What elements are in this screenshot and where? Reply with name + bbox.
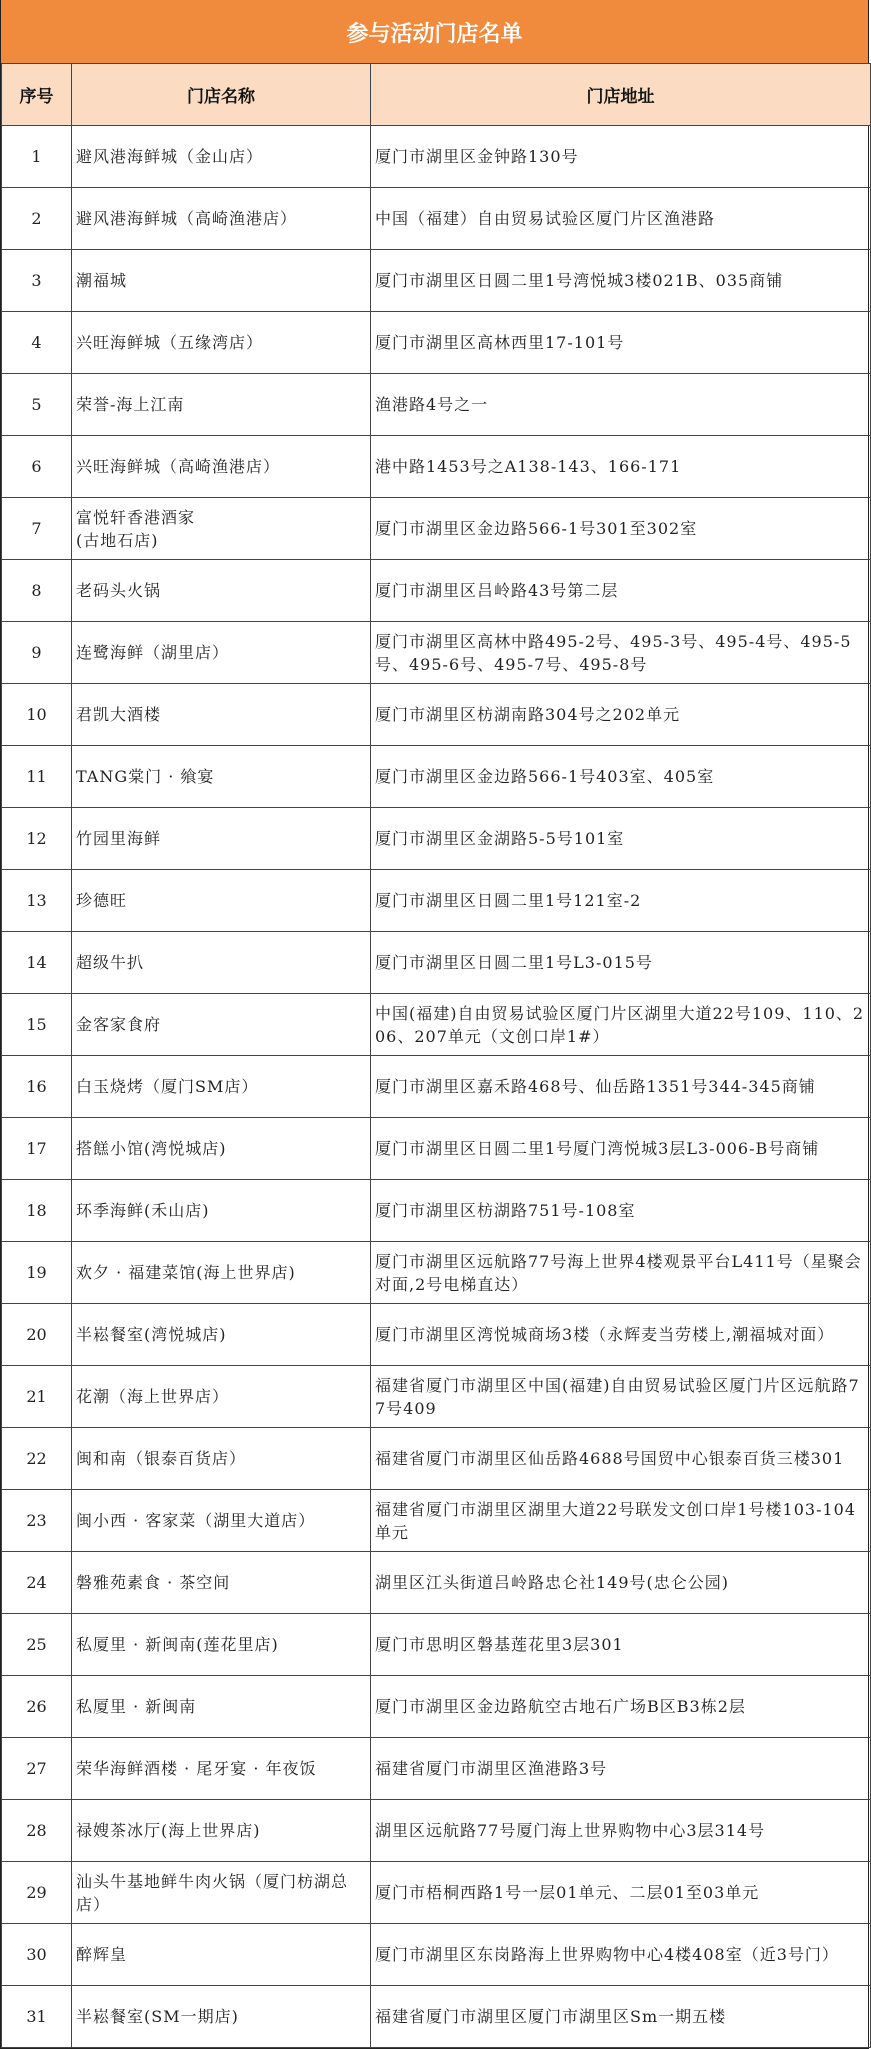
store-name: 老码头火锅 xyxy=(72,560,371,622)
row-index: 24 xyxy=(2,1552,72,1614)
table-row xyxy=(2,1366,871,1428)
table-row xyxy=(2,560,871,622)
row-index: 17 xyxy=(2,1118,72,1180)
row-index: 11 xyxy=(2,746,72,808)
table-header-row xyxy=(2,64,871,126)
store-name: 半崧餐室(湾悦城店) xyxy=(72,1304,371,1366)
row-index: 9 xyxy=(2,622,72,684)
store-address: 福建省厦门市湖里区中国(福建)自由贸易试验区厦门片区远航路77号409 xyxy=(371,1366,871,1428)
store-name: 搭餻小馆(湾悦城店) xyxy=(72,1118,371,1180)
table-row xyxy=(2,1676,871,1738)
store-address: 厦门市湖里区金湖路5-5号101室 xyxy=(371,808,871,870)
store-address: 福建省厦门市湖里区厦门市湖里区Sm一期五楼 xyxy=(371,1986,871,2048)
table-row xyxy=(2,1552,871,1614)
store-table xyxy=(1,63,871,2048)
row-index: 8 xyxy=(2,560,72,622)
table-row xyxy=(2,1242,871,1304)
store-name: 兴旺海鲜城（高崎渔港店） xyxy=(72,436,371,498)
store-name: 醉辉皇 xyxy=(72,1924,371,1986)
store-address: 厦门市湖里区日圆二里1号湾悦城3楼021B、035商铺 xyxy=(371,250,871,312)
store-address: 湖里区江头街道吕岭路忠仑社149号(忠仑公园) xyxy=(371,1552,871,1614)
table-row xyxy=(2,188,871,250)
store-address: 中国(福建)自由贸易试验区厦门片区湖里大道22号109、110、206、207单元（文创口岸1#） xyxy=(371,994,871,1056)
row-index: 2 xyxy=(2,188,72,250)
row-index: 5 xyxy=(2,374,72,436)
row-index: 1 xyxy=(2,126,72,188)
store-address: 厦门市湖里区枋湖路751号-108室 xyxy=(371,1180,871,1242)
store-address: 厦门市思明区磐基莲花里3层301 xyxy=(371,1614,871,1676)
store-address: 渔港路4号之一 xyxy=(371,374,871,436)
table-row xyxy=(2,1986,871,2048)
store-name: 超级牛扒 xyxy=(72,932,371,994)
store-name: 白玉烧烤（厦门SM店） xyxy=(72,1056,371,1118)
store-address: 厦门市湖里区吕岭路43号第二层 xyxy=(371,560,871,622)
store-name: 闽和南（银泰百货店） xyxy=(72,1428,371,1490)
store-address: 中国（福建）自由贸易试验区厦门片区渔港路 xyxy=(371,188,871,250)
header-store-address: 门店地址 xyxy=(371,64,871,126)
store-address: 厦门市湖里区金边路566-1号301至302室 xyxy=(371,498,871,560)
page-title: 参与活动门店名单 xyxy=(1,0,868,63)
store-address: 港中路1453号之A138-143、166-171 xyxy=(371,436,871,498)
row-index: 30 xyxy=(2,1924,72,1986)
row-index: 12 xyxy=(2,808,72,870)
store-name: TANG棠门 · 飨宴 xyxy=(72,746,371,808)
store-name: 禄嫂茶冰厅(海上世界店) xyxy=(72,1800,371,1862)
store-address: 厦门市湖里区枋湖南路304号之202单元 xyxy=(371,684,871,746)
table-row xyxy=(2,1490,871,1552)
store-address: 厦门市湖里区日圆二里1号121室-2 xyxy=(371,870,871,932)
store-name: 富悦轩香港酒家 (古地石店) xyxy=(72,498,371,560)
table-row xyxy=(2,374,871,436)
header-store-name: 门店名称 xyxy=(72,64,371,126)
table-row xyxy=(2,1056,871,1118)
store-name: 竹园里海鲜 xyxy=(72,808,371,870)
table-row xyxy=(2,746,871,808)
store-name: 连鹭海鲜（湖里店） xyxy=(72,622,371,684)
row-index: 6 xyxy=(2,436,72,498)
row-index: 7 xyxy=(2,498,72,560)
store-address: 厦门市湖里区金边路航空古地石广场B区B3栋2层 xyxy=(371,1676,871,1738)
table-row xyxy=(2,994,871,1056)
row-index: 25 xyxy=(2,1614,72,1676)
store-address: 厦门市湖里区嘉禾路468号、仙岳路1351号344-345商铺 xyxy=(371,1056,871,1118)
store-name: 磐雅苑素食 · 茶空间 xyxy=(72,1552,371,1614)
table-body xyxy=(2,126,871,2048)
table-row xyxy=(2,870,871,932)
store-address: 厦门市湖里区远航路77号海上世界4楼观景平台L411号（星聚会对面,2号电梯直达） xyxy=(371,1242,871,1304)
row-index: 20 xyxy=(2,1304,72,1366)
store-name: 荣华海鲜酒楼 · 尾牙宴 · 年夜饭 xyxy=(72,1738,371,1800)
table-row xyxy=(2,1304,871,1366)
store-name: 珍德旺 xyxy=(72,870,371,932)
store-name: 半崧餐室(SM一期店) xyxy=(72,1986,371,2048)
table-row xyxy=(2,312,871,374)
store-name: 私厦里 · 新闽南 xyxy=(72,1676,371,1738)
table-row xyxy=(2,1738,871,1800)
store-address: 福建省厦门市湖里区湖里大道22号联发文创口岸1号楼103-104单元 xyxy=(371,1490,871,1552)
store-address: 厦门市湖里区金钟路130号 xyxy=(371,126,871,188)
table-row xyxy=(2,1924,871,1986)
store-name: 汕头牛基地鲜牛肉火锅（厦门枋湖总店） xyxy=(72,1862,371,1924)
table-row xyxy=(2,250,871,312)
store-address: 福建省厦门市湖里区仙岳路4688号国贸中心银泰百货三楼301 xyxy=(371,1428,871,1490)
table-row xyxy=(2,498,871,560)
row-index: 26 xyxy=(2,1676,72,1738)
store-name: 金客家食府 xyxy=(72,994,371,1056)
table-row xyxy=(2,1180,871,1242)
row-index: 18 xyxy=(2,1180,72,1242)
store-name: 避风港海鲜城（金山店） xyxy=(72,126,371,188)
row-index: 10 xyxy=(2,684,72,746)
table-row xyxy=(2,1800,871,1862)
table-row xyxy=(2,684,871,746)
header-index: 序号 xyxy=(2,64,72,126)
table-row xyxy=(2,622,871,684)
store-address: 湖里区远航路77号厦门海上世界购物中心3层314号 xyxy=(371,1800,871,1862)
row-index: 16 xyxy=(2,1056,72,1118)
table-row xyxy=(2,1118,871,1180)
store-address: 福建省厦门市湖里区渔港路3号 xyxy=(371,1738,871,1800)
store-address: 厦门市梧桐西路1号一层01单元、二层01至03单元 xyxy=(371,1862,871,1924)
store-name: 私厦里 · 新闽南(莲花里店) xyxy=(72,1614,371,1676)
store-name: 避风港海鲜城（高崎渔港店） xyxy=(72,188,371,250)
row-index: 15 xyxy=(2,994,72,1056)
table-row xyxy=(2,808,871,870)
row-index: 14 xyxy=(2,932,72,994)
store-name: 闽小西 · 客家菜（湖里大道店） xyxy=(72,1490,371,1552)
row-index: 19 xyxy=(2,1242,72,1304)
store-name: 君凯大酒楼 xyxy=(72,684,371,746)
row-index: 21 xyxy=(2,1366,72,1428)
table-row xyxy=(2,436,871,498)
row-index: 23 xyxy=(2,1490,72,1552)
store-address: 厦门市湖里区日圆二里1号厦门湾悦城3层L3-006-B号商铺 xyxy=(371,1118,871,1180)
store-address: 厦门市湖里区高林西里17-101号 xyxy=(371,312,871,374)
store-name: 环季海鲜(禾山店) xyxy=(72,1180,371,1242)
store-name: 花潮（海上世界店） xyxy=(72,1366,371,1428)
row-index: 13 xyxy=(2,870,72,932)
store-name: 兴旺海鲜城（五缘湾店） xyxy=(72,312,371,374)
store-name: 荣誉-海上江南 xyxy=(72,374,371,436)
row-index: 22 xyxy=(2,1428,72,1490)
table-row xyxy=(2,126,871,188)
store-address: 厦门市湖里区东岗路海上世界购物中心4楼408室（近3号门） xyxy=(371,1924,871,1986)
table-row xyxy=(2,1428,871,1490)
row-index: 4 xyxy=(2,312,72,374)
table-row xyxy=(2,1614,871,1676)
row-index: 31 xyxy=(2,1986,72,2048)
row-index: 28 xyxy=(2,1800,72,1862)
store-name: 欢夕 · 福建菜馆(海上世界店) xyxy=(72,1242,371,1304)
store-name: 潮福城 xyxy=(72,250,371,312)
row-index: 27 xyxy=(2,1738,72,1800)
store-address: 厦门市湖里区金边路566-1号403室、405室 xyxy=(371,746,871,808)
table-row xyxy=(2,1862,871,1924)
store-address: 厦门市湖里区湾悦城商场3楼（永辉麦当劳楼上,潮福城对面） xyxy=(371,1304,871,1366)
store-address: 厦门市湖里区高林中路495-2号、495-3号、495-4号、495-5号、495-6号、495-7号、495-8号 xyxy=(371,622,871,684)
store-address: 厦门市湖里区日圆二里1号L3-015号 xyxy=(371,932,871,994)
row-index: 29 xyxy=(2,1862,72,1924)
table-row xyxy=(2,932,871,994)
row-index: 3 xyxy=(2,250,72,312)
